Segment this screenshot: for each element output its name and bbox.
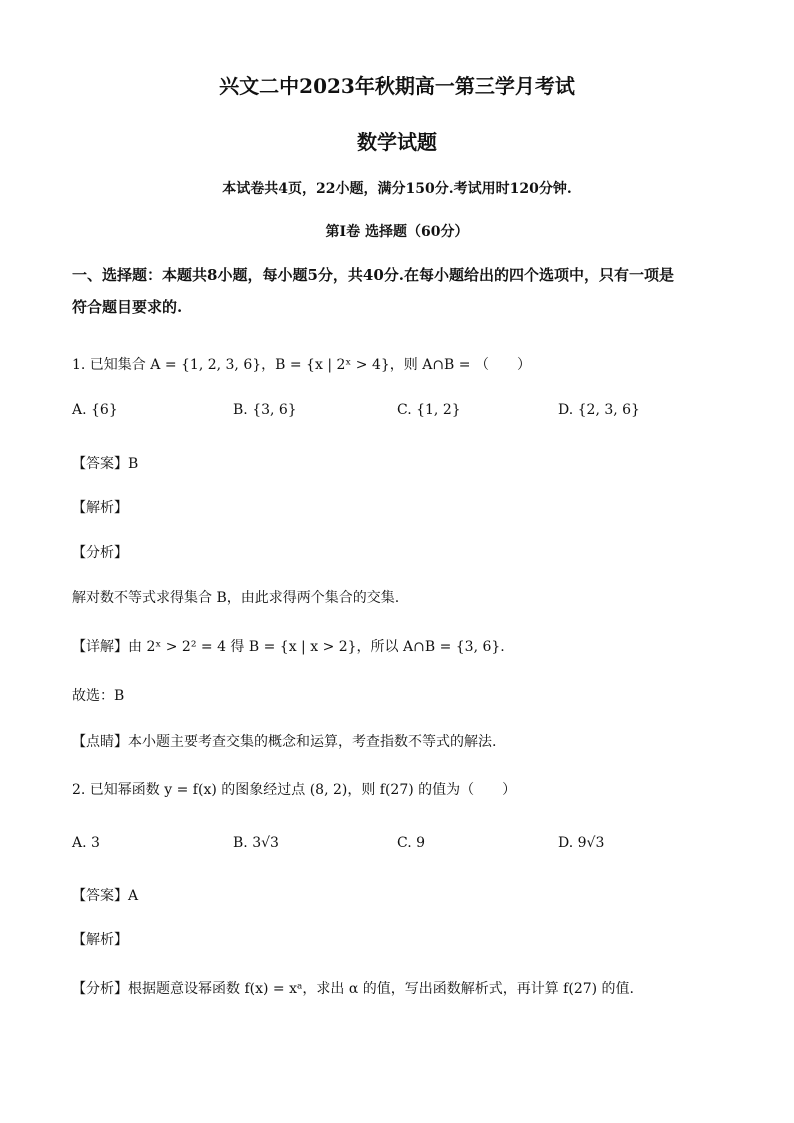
q2-analysis-tag: 【解析】 xyxy=(72,932,128,948)
exam-subtitle: 数学试题 xyxy=(357,130,437,154)
q1-choice: 故选：B xyxy=(72,688,125,704)
exam-title: 兴文二中2023年秋期高一第三学月考试 xyxy=(219,74,575,98)
q1-option-d: D. {2, 3, 6} xyxy=(558,402,640,418)
exam-intro: 本试卷共4页，22小题，满分150分.考试用时120分钟. xyxy=(222,181,572,197)
q2-fenxi: 【分析】根据题意设幂函数 f(x) = xᵃ，求出 α 的值，写出函数解析式，再计算 f(27) 的值. xyxy=(72,981,635,997)
q1-option-c: C. {1, 2} xyxy=(397,402,461,418)
q1-option-b: B. {3, 6} xyxy=(233,402,297,418)
q2-option-d: D. 9√3 xyxy=(558,835,605,851)
q1-stem: 1. 已知集合 A = {1, 2, 3, 6}，B = {x | 2ˣ > 4}，则 A∩B = （ ） xyxy=(72,357,531,373)
q1-answer: 【答案】B xyxy=(72,456,139,472)
q1-detail: 【详解】由 2ˣ > 2² = 4 得 B = {x | x > 2}，所以 A∩B = {3, 6}. xyxy=(72,639,505,655)
q2-option-c: C. 9 xyxy=(397,835,426,851)
q2-stem: 2. 已知幂函数 y = f(x) 的图象经过点 (8, 2)，则 f(27) 的值为（ ） xyxy=(72,782,517,798)
q2-option-b: B. 3√3 xyxy=(233,835,279,851)
q2-answer: 【答案】A xyxy=(72,888,139,904)
section-heading-line2: 符合题目要求的. xyxy=(72,298,183,316)
q1-fenxi: 解对数不等式求得集合 B，由此求得两个集合的交集. xyxy=(72,590,400,606)
q1-fenxi-tag: 【分析】 xyxy=(72,545,128,561)
section-heading-line1: 一、选择题：本题共8小题，每小题5分，共40分.在每小题给出的四个选项中，只有一项是 xyxy=(72,266,674,284)
q2-option-a: A. 3 xyxy=(72,835,100,851)
volume-heading: 第I卷 选择题（60分） xyxy=(325,224,469,240)
q1-option-a: A. {6} xyxy=(72,402,118,418)
q1-analysis-tag: 【解析】 xyxy=(72,500,128,516)
q1-dianjing: 【点睛】本小题主要考查交集的概念和运算，考查指数不等式的解法. xyxy=(72,734,497,750)
